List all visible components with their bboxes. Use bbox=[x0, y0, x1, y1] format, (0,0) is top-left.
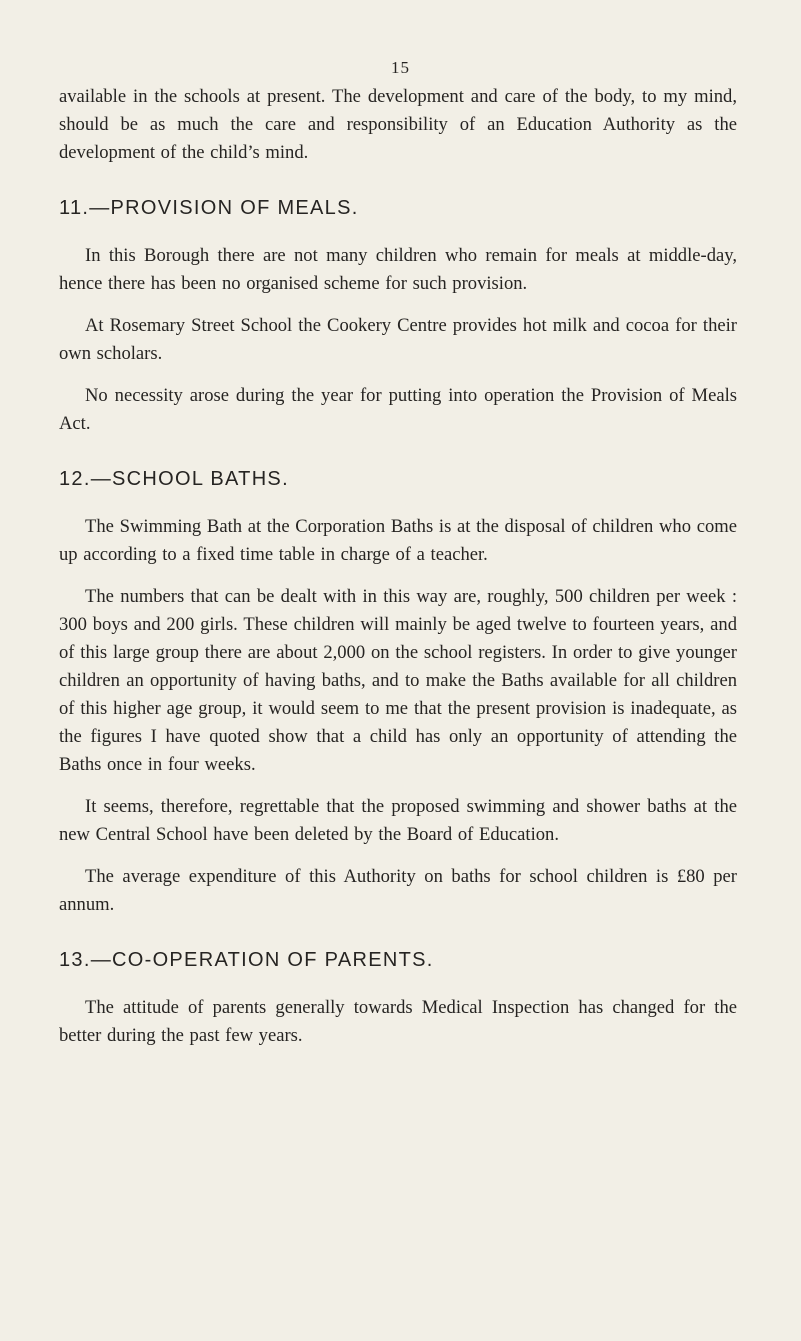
section-co-operation-of-parents bbox=[59, 946, 737, 1050]
paragraph: The numbers that can be dealt with in this way are, roughly, 500 children per week : 300 boys and 200 girls. These children will mainly be aged twelve to fourteen years, and of this large group there are about 2,000 on the school registers. In order to give younger children an opportunity of having baths, and to make the Baths available for all children of this higher age group, it would seem to me that the present provision is inadequate, as the figures I have quoted show that a child has only an opportunity of attending the Baths once in four weeks. bbox=[59, 586, 737, 775]
page-number: 15 bbox=[391, 58, 410, 77]
paragraph: The average expenditure of this Authority on baths for school children is £80 per annum. bbox=[59, 866, 737, 915]
page-body bbox=[59, 83, 737, 1050]
paragraph: The attitude of parents generally towards Medical Inspection has changed for the better during the past few years. bbox=[59, 997, 737, 1046]
paragraph: No necessity arose during the year for putting into operation the Provision of Meals Act. bbox=[59, 385, 737, 434]
paragraph: At Rosemary Street School the Cookery Centre provides hot milk and cocoa for their own scholars. bbox=[59, 315, 737, 364]
paragraph: It seems, therefore, regrettable that the proposed swimming and shower baths at the new Central School have been deleted by the Board of Education. bbox=[59, 796, 737, 845]
section-heading: 13.—CO-OPERATION OF PARENTS. bbox=[59, 949, 434, 971]
section-heading: 11.—PROVISION OF MEALS. bbox=[59, 197, 359, 219]
paragraph: In this Borough there are not many children who remain for meals at middle-day, hence there has been no organised scheme for such provision. bbox=[59, 245, 737, 294]
section-heading: 12.—SCHOOL BATHS. bbox=[59, 468, 289, 490]
section-provision-of-meals bbox=[59, 194, 737, 438]
opening-paragraph: available in the schools at present. The development and care of the body, to my mind, should be as much the care and responsibility of an Education Authority as the development of the child’s mind. bbox=[59, 86, 737, 163]
section-school-baths bbox=[59, 465, 737, 919]
paragraph: The Swimming Bath at the Corporation Baths is at the disposal of children who come up according to a fixed time table in charge of a teacher. bbox=[59, 516, 737, 565]
